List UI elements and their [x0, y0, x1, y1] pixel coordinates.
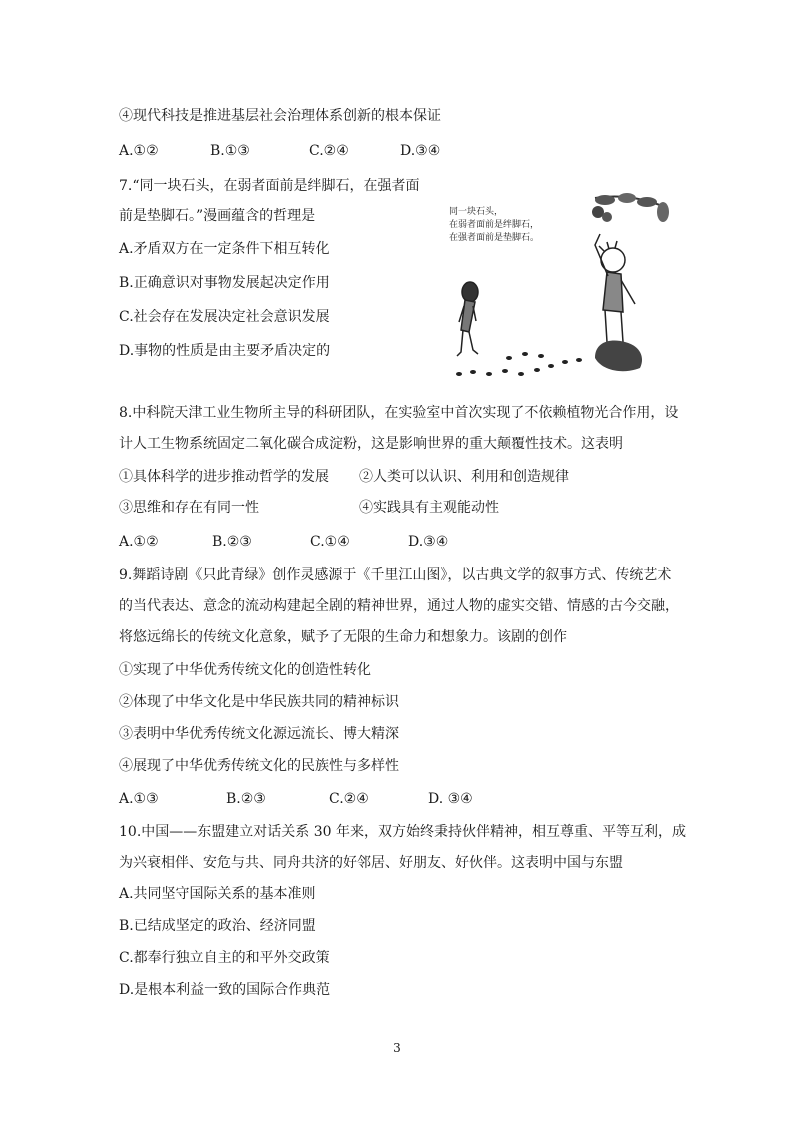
- q6-option-c: C.②④: [309, 143, 349, 159]
- q9-option-d: D. ③④: [428, 791, 473, 807]
- q9-option-b: B.②③: [226, 791, 266, 807]
- q8-option-b: B.②③: [212, 534, 252, 550]
- q9-statement-3: ③表明中华优秀传统文化源远流长、博大精深: [119, 726, 399, 742]
- q8-option-a: A.①②: [119, 534, 159, 550]
- q8-statement-3: ③思维和存在有同一性: [119, 500, 259, 516]
- q7-option-d: D.事物的性质是由主要矛盾决定的: [119, 343, 331, 359]
- q10-option-a: A.共同坚守国际关系的基本准则: [119, 886, 316, 902]
- q9-statement-2: ②体现了中华文化是中华民族共同的精神标识: [119, 694, 399, 710]
- q10-option-b: B.已结成坚定的政治、经济同盟: [119, 918, 316, 934]
- q7-stem-line-1: 7.“同一块石头，在弱者面前是绊脚石，在强者面: [119, 178, 420, 194]
- q7-option-a: A.矛盾双方在一定条件下相互转化: [119, 241, 330, 257]
- q9-option-a: A.①③: [119, 791, 159, 807]
- q9-statement-4: ④展现了中华优秀传统文化的民族性与多样性: [119, 758, 399, 774]
- q8-stem-line-2: 计人工生物系统固定二氧化碳合成淀粉，这是影响世界的重大颠覆性技术。这表明: [119, 436, 623, 452]
- q8-option-c: C.①④: [310, 534, 350, 550]
- q6-option-a: A.①②: [119, 143, 159, 159]
- q9-stem-line-1: 9.舞蹈诗剧《只此青绿》创作灵感源于《千里江山图》，以古典文学的叙事方式、传统艺术: [119, 567, 672, 583]
- caption-line-2: 在弱者面前是绊脚石，: [449, 220, 540, 230]
- q7-option-c: C.社会存在发展决定社会意识发展: [119, 309, 330, 325]
- q10-stem-line-1: 10.中国——东盟建立对话关系 30 年来，双方始终秉持伙伴精神，相互尊重、平等互利，成: [119, 824, 686, 840]
- q10-option-c: C.都奉行独立自主的和平外交政策: [119, 950, 330, 966]
- caption-line-3: 在强者面前是垫脚石。: [449, 233, 540, 243]
- q9-stem-line-2: 的当代表达、意念的流动构建起全剧的精神世界，通过人物的虚实交错、情感的古今交融，: [119, 598, 679, 614]
- q7-option-b: B.正确意识对事物发展起决定作用: [119, 275, 330, 291]
- q8-statement-2: ②人类可以认识、利用和创造规律: [359, 469, 569, 485]
- cartoon-illustration: [445, 190, 675, 385]
- q8-statement-4: ④实践具有主观能动性: [359, 500, 499, 516]
- q6-statement-4: ④现代科技是推进基层社会治理体系创新的根本保证: [119, 108, 441, 124]
- cartoon-drawing: [445, 190, 675, 385]
- q6-option-d: D.③④: [400, 143, 441, 159]
- caption-line-1: 同一块石头，: [449, 207, 504, 217]
- q7-stem-line-2: 前是垫脚石。”漫画蕴含的哲理是: [119, 208, 316, 224]
- page-number: 3: [393, 1041, 401, 1055]
- q9-stem-line-3: 将悠远绵长的传统文化意象，赋予了无限的生命力和想象力。该剧的创作: [119, 629, 567, 645]
- q9-statement-1: ①实现了中华优秀传统文化的创造性转化: [119, 662, 371, 678]
- q8-stem-line-1: 8.中科院天津工业生物所主导的科研团队，在实验室中首次实现了不依赖植物光合作用，设: [119, 405, 679, 421]
- q9-option-c: C.②④: [329, 791, 369, 807]
- q6-option-b: B.①③: [210, 143, 250, 159]
- q10-stem-line-2: 为兴衰相伴、安危与共、同舟共济的好邻居、好朋友、好伙伴。这表明中国与东盟: [119, 855, 623, 871]
- q8-statement-1: ①具体科学的进步推动哲学的发展: [119, 469, 329, 485]
- q10-option-d: D.是根本利益一致的国际合作典范: [119, 982, 331, 998]
- q8-option-d: D.③④: [408, 534, 449, 550]
